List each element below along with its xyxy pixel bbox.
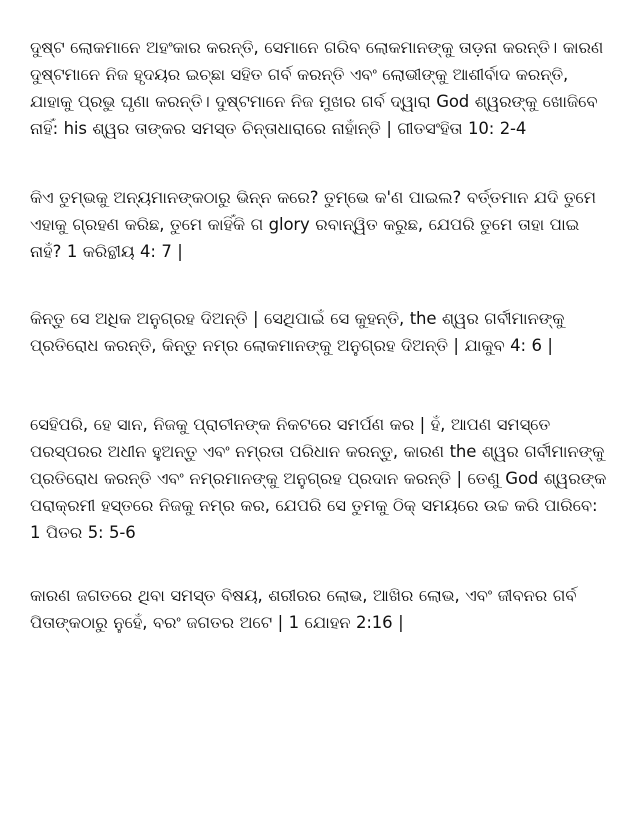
scripture-reference: 1 ପିତର 5: 5-6 bbox=[30, 523, 136, 542]
passage-corinthians bbox=[30, 184, 610, 265]
scripture-reference: ଯାକୁବ 4: 6 | bbox=[464, 336, 553, 355]
scripture-reference: ଗୀତସଂହିତା 10: 2-4 bbox=[397, 119, 527, 138]
scripture-reference: 1 ଯୋହନ 2:16 | bbox=[288, 613, 404, 632]
scripture-reference: 1 କରିନ୍ଥୀୟ 4: 7 | bbox=[66, 242, 183, 261]
passage-text: ଦୁଷ୍ଟ ଲୋକମାନେ ଅହଂକାର କରନ୍ତି, ସେମାନେ ଗରିବ ଲୋକମାନଙ୍କୁ ତାଡ଼ନା କରନ୍ତି। କାରଣ ଦୁଷ୍ଟମାନେ ନିଜ ହୃଦୟର ଇଚ୍ଛା ସହିତ ଗର୍ବ କରନ୍ତି ଏବଂ ଲୋଭୀଙ୍କୁ ଆଶୀର୍ବାଦ କରନ୍ତି, ଯାହାକୁ ପ୍ରଭୁ ଘୃଣା କରନ୍ତି। ଦୁଷ୍ଟମାନେ ନିଜ ମୁଖର ଗର୍ବ ଦ୍ୱାରା God ଶ୍ୱରଙ୍କୁ ଖୋଜିବେ ନାହିଁ: his ଶ୍ୱର ତାଙ୍କର ସମସ୍ତ ଚିନ୍ତାଧାରାରେ ନାହାଁନ୍ତି | bbox=[30, 38, 604, 138]
passage-peter bbox=[30, 411, 610, 546]
passage-text: କାରଣ ଜଗତରେ ଥିବା ସମସ୍ତ ବିଷୟ, ଶରୀରର ଲୋଭ, ଆଖିର ଲୋଭ, ଏବଂ ଜୀବନର ଗର୍ବ ପିତାଙ୍କଠାରୁ ନୁହେଁ, ବରଂ ଜଗତର ଅଟେ | bbox=[30, 586, 577, 632]
passage-james bbox=[30, 305, 610, 359]
passage-psalm bbox=[30, 34, 610, 142]
passage-john bbox=[30, 582, 610, 636]
passage-text: କିଏ ତୁମ୍ଭକୁ ଅନ୍ୟମାନଙ୍କଠାରୁ ଭିନ୍ନ କରେ? ତୁମ୍ଭେ କ'ଣ ପାଇଲ? ବର୍ତ୍ତମାନ ଯଦି ତୁମେ ଏହାକୁ ଗ୍ରହଣ କରିଛ, ତୁମେ କାହିଁକି ଗ glory ରବାନ୍ୱିତ କରୁଛ, ଯେପରି ତୁମେ ତାହା ପାଇ ନାହଁ? bbox=[30, 188, 596, 261]
passage-text: କିନ୍ତୁ ସେ ଅଧିକ ଅନୁଗ୍ରହ ଦିଅନ୍ତି | ସେଥିପାଇଁ ସେ କୁହନ୍ତି, the ଶ୍ୱର ଗର୍ବୀମାନଙ୍କୁ ପ୍ରତିରୋଧ କରନ୍ତି, କିନ୍ତୁ ନମ୍ର ଲୋକମାନଙ୍କୁ ଅନୁଗ୍ରହ ଦିଅନ୍ତି | bbox=[30, 309, 565, 355]
passage-text: ସେହିପରି, ହେ ସାନ, ନିଜକୁ ପ୍ରାଚୀନଙ୍କ ନିକଟରେ ସମର୍ପଣ କର | ହଁ, ଆପଣ ସମସ୍ତେ ପରସ୍ପରର ଅଧୀନ ହୁଅନ୍ତୁ ଏବଂ ନମ୍ରତା ପରିଧାନ କରନ୍ତୁ, କାରଣ the ଶ୍ୱର ଗର୍ବୀମାନଙ୍କୁ ପ୍ରତିରୋଧ କରନ୍ତି ଏବଂ ନମ୍ରମାନଙ୍କୁ ଅନୁଗ୍ରହ ପ୍ରଦାନ କରନ୍ତି | ତେଣୁ God ଶ୍ୱରଙ୍କ ପରାକ୍ରମୀ ହସ୍ତରେ ନିଜକୁ ନମ୍ର କର, ଯେପରି ସେ ତୁମକୁ ଠିକ୍ ସମୟରେ ଉଚ୍ଚ କରି ପାରିବେ: bbox=[30, 415, 607, 515]
